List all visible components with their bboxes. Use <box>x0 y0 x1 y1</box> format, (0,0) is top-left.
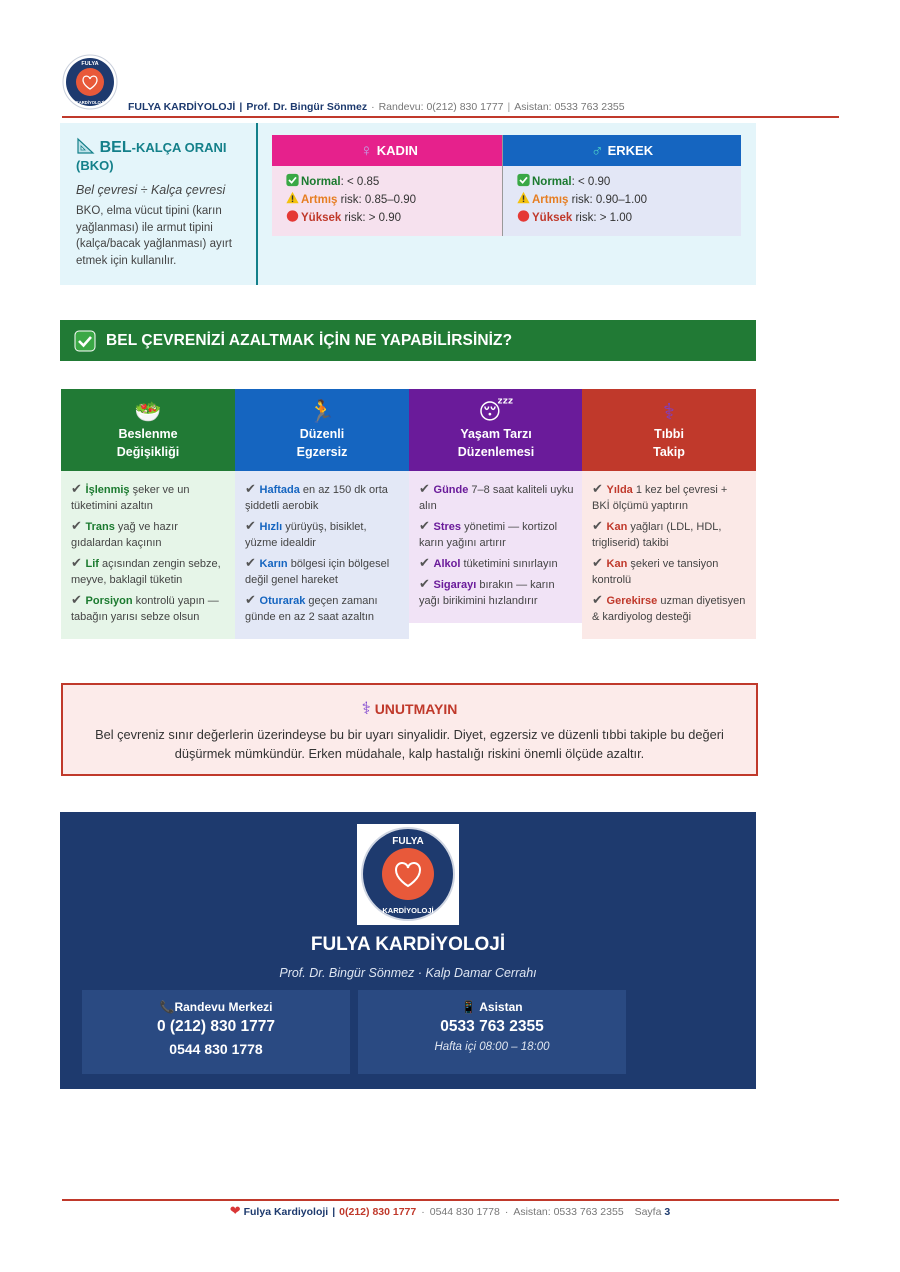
female-symbol-icon: ♀ <box>360 140 373 160</box>
card-title: Düzenli <box>299 427 345 441</box>
logo-text-bottom: KARDİYOLOJİ <box>75 100 105 105</box>
footer-subtitle: Prof. Dr. Bingür Sönmez · Kalp Damar Cerrahı <box>279 966 537 980</box>
bko-formula: Bel çevresi ÷ Kalça çevresi <box>76 183 226 197</box>
men-increased: Artmış risk: 0.90–1.00 <box>515 191 741 209</box>
check-icon: ✔ <box>419 555 434 570</box>
bko-description: BKO, elma vücut tipini (karın yağlanması) ile armut tipini (kalça/bacak yağlanması) ayırt etmek için kullanılır. <box>76 205 232 267</box>
men-high: Yüksek risk: > 1.00 <box>515 209 741 227</box>
appointment-phone-2[interactable]: 0544 830 1778 <box>169 1041 263 1057</box>
list-item: ✔ Yılda 1 kez bel çevresi + BKİ ölçümü yaptırın <box>592 481 728 512</box>
check-icon: ✔ <box>419 576 434 591</box>
check-icon: ✔ <box>245 555 260 570</box>
check-icon: ✔ <box>592 555 607 570</box>
card-title: Takip <box>653 445 685 459</box>
list-item: ✔ Lif açısından zengin sebze, meyve, baklagil tüketin <box>71 555 221 586</box>
card-title: Tıbbi <box>654 427 684 441</box>
appointment-box <box>82 990 350 1074</box>
triangle-ruler-icon <box>76 137 96 155</box>
appointment-title: 📞Randevu Merkezi <box>159 1000 273 1014</box>
card-nutrition <box>61 389 235 639</box>
clinic-logo <box>62 54 118 110</box>
check-icon: ✔ <box>71 481 86 496</box>
caduceus-icon: ⚕ <box>663 399 675 424</box>
bko-divider <box>256 123 258 285</box>
gender-ratio-table <box>272 135 741 236</box>
women-high: Yüksek risk: > 0.90 <box>284 209 506 227</box>
check-icon: ✔ <box>245 592 260 607</box>
check-icon: ✔ <box>71 555 86 570</box>
men-header <box>503 135 741 166</box>
check-icon: ✔ <box>71 518 86 533</box>
check-icon: ✔ <box>245 481 260 496</box>
footer-divider <box>62 1199 839 1201</box>
card-body <box>582 471 756 639</box>
assistant-title: 📱 Asistan <box>461 1000 523 1014</box>
heart-icon: ❤ <box>229 1203 241 1218</box>
footer-clinic-name: FULYA KARDİYOLOJİ <box>310 934 506 955</box>
list-item: ✔ Hızlı yürüyüş, bisiklet, yüzme idealdir <box>245 518 367 549</box>
card-title: Yaşam Tarzı <box>460 427 532 441</box>
list-item: ✔ İşlenmiş şeker ve un tüketimini azaltın <box>71 481 190 512</box>
card-title: Düzenlemesi <box>457 445 535 459</box>
check-mark-icon <box>74 330 96 352</box>
women-increased: Artmış risk: 0.85–0.90 <box>284 191 506 209</box>
list-item: ✔ Porsiyon kontrolü yapın — tabağın yarısı sebze olsun <box>71 592 219 623</box>
logo-text-bottom: KARDİYOLOJİ <box>382 906 434 915</box>
men-values <box>503 166 741 227</box>
check-icon: ✔ <box>592 592 607 607</box>
list-item: ✔ Oturarak geçen zamanı günde en az 2 saat azaltın <box>245 592 378 623</box>
check-icon: ✔ <box>419 481 434 496</box>
footer-phone-2: 0544 830 1778 <box>429 1206 500 1218</box>
header-info <box>128 101 625 113</box>
red-circle-icon <box>284 209 301 223</box>
separator: | <box>507 101 511 113</box>
separator: | <box>239 101 243 113</box>
footer-logo <box>357 824 459 925</box>
reminder-title: ⚕ UNUTMAYIN <box>361 699 458 718</box>
caduceus-icon: ⚕ <box>361 699 371 718</box>
phone-icon: 📞 <box>159 1000 175 1014</box>
footer-assistant: Asistan: 0533 763 2355 <box>513 1206 624 1218</box>
runner-icon: 🏃 <box>308 399 336 424</box>
card-lifestyle <box>409 389 583 623</box>
header-appointment: Randevu: 0(212) 830 1777 <box>378 101 504 113</box>
header-divider <box>62 116 839 118</box>
card-header <box>61 389 235 471</box>
list-item: ✔ Kan şekeri ve tansiyon kontrolü <box>592 555 719 586</box>
page-footer <box>0 1203 900 1219</box>
list-item: ✔ Alkol tüketimini sınırlayın <box>419 555 558 570</box>
header-clinic: FULYA KARDİYOLOJİ <box>128 101 236 113</box>
list-item: ✔ Günde 7–8 saat kaliteli uyku alın <box>419 481 574 512</box>
women-values <box>272 166 506 227</box>
bko-title-rest: -KALÇA ORANI <box>131 140 227 155</box>
dot-separator: · <box>504 1206 509 1218</box>
card-header <box>582 389 756 471</box>
check-icon: ✔ <box>592 518 607 533</box>
page-label: Sayfa <box>634 1206 662 1218</box>
separator: | <box>332 1206 336 1218</box>
check-icon: ✔ <box>419 518 434 533</box>
card-exercise <box>235 389 409 639</box>
red-circle-icon <box>515 209 532 223</box>
women-header <box>272 135 506 166</box>
warning-icon <box>284 191 301 205</box>
sleeping-face-icon: 😴 <box>478 399 514 424</box>
assistant-phone[interactable]: 0533 763 2355 <box>440 1018 544 1035</box>
women-label: KADIN <box>376 143 418 158</box>
list-item: ✔ Trans yağ ve hazır gıdalardan kaçının <box>71 518 178 549</box>
dot-separator: · <box>421 1206 425 1218</box>
list-item: ✔ Stres yönetimi — kortizol karın yağını artırır <box>419 518 558 549</box>
card-medical <box>582 389 756 639</box>
check-icon: ✔ <box>71 592 86 607</box>
tips-heading: BEL ÇEVRENİZİ AZALTMAK İÇİN NE YAPABİLİRSİNİZ? <box>106 331 513 349</box>
bko-info <box>76 137 246 269</box>
list-item: ✔ Gerekirse uzman diyetisyen & kardiyolog desteği <box>592 592 746 623</box>
footer-name: Fulya Kardiyoloji <box>243 1206 329 1218</box>
bko-title-abbr: (BKO) <box>76 158 114 173</box>
list-item: ✔ Haftada en az 150 dk orta şiddetli aerobik <box>245 481 388 512</box>
women-column <box>272 135 506 236</box>
list-item: ✔ Kan yağları (LDL, HDL, trigliserid) takibi <box>592 518 722 549</box>
list-item: ✔ Karın bölgesi için bölgesel değil genel hareket <box>245 555 390 586</box>
men-label: ERKEK <box>607 143 654 158</box>
warning-icon <box>515 191 532 205</box>
bko-box <box>60 123 756 285</box>
men-normal: Normal: < 0.90 <box>515 173 741 191</box>
assistant-hours: Hafta içi 08:00 – 18:00 <box>434 1041 550 1053</box>
footer-phone-1: 0(212) 830 1777 <box>339 1206 417 1218</box>
check-icon: ✔ <box>592 481 607 496</box>
card-body <box>235 471 409 639</box>
men-column <box>502 135 741 236</box>
card-body <box>61 471 235 639</box>
check-mark-icon <box>284 173 301 187</box>
male-symbol-icon: ♂ <box>590 140 604 160</box>
dot-separator: · <box>371 101 375 113</box>
card-header <box>409 389 583 471</box>
assistant-box <box>358 990 626 1074</box>
clinic-logo <box>357 824 459 925</box>
check-mark-icon <box>515 173 532 187</box>
logo-text-top: FULYA <box>392 836 424 847</box>
women-normal: Normal: < 0.85 <box>284 173 506 191</box>
reminder-body: Bel çevreniz sınır değerlerin üzerindeyse bu bir uyarı sinyalidir. Diyet, egzersiz ve düzenli tıbbi takiple bu değeri düşürmek mümkündür. Erken müdahale, kalp hastalığı riskini önemli ölçüde azaltır. <box>95 727 724 761</box>
card-body <box>409 471 583 623</box>
bko-title <box>76 137 246 175</box>
reminder-box <box>61 683 758 776</box>
header-assistant: Asistan: 0533 763 2355 <box>514 101 625 113</box>
logo-text-top: FULYA <box>81 61 99 67</box>
check-icon: ✔ <box>245 518 260 533</box>
header-doctor: Prof. Dr. Bingür Sönmez <box>246 101 368 113</box>
card-header <box>235 389 409 471</box>
mobile-phone-icon: 📱 <box>461 1000 477 1014</box>
card-title: Değişikliği <box>116 445 180 459</box>
contact-block <box>60 812 756 1089</box>
appointment-phone-1[interactable]: 0 (212) 830 1777 <box>156 1018 276 1035</box>
list-item: ✔ Sigarayı bırakın — karın yağı birikimini hızlandırır <box>419 576 555 607</box>
card-title: Egzersiz <box>296 445 348 459</box>
tips-heading-bar <box>60 320 756 361</box>
salad-icon: 🥗 <box>134 399 162 424</box>
card-title: Beslenme <box>118 427 178 441</box>
page-number: 3 <box>664 1206 671 1218</box>
bko-title-main: BEL <box>99 139 132 156</box>
